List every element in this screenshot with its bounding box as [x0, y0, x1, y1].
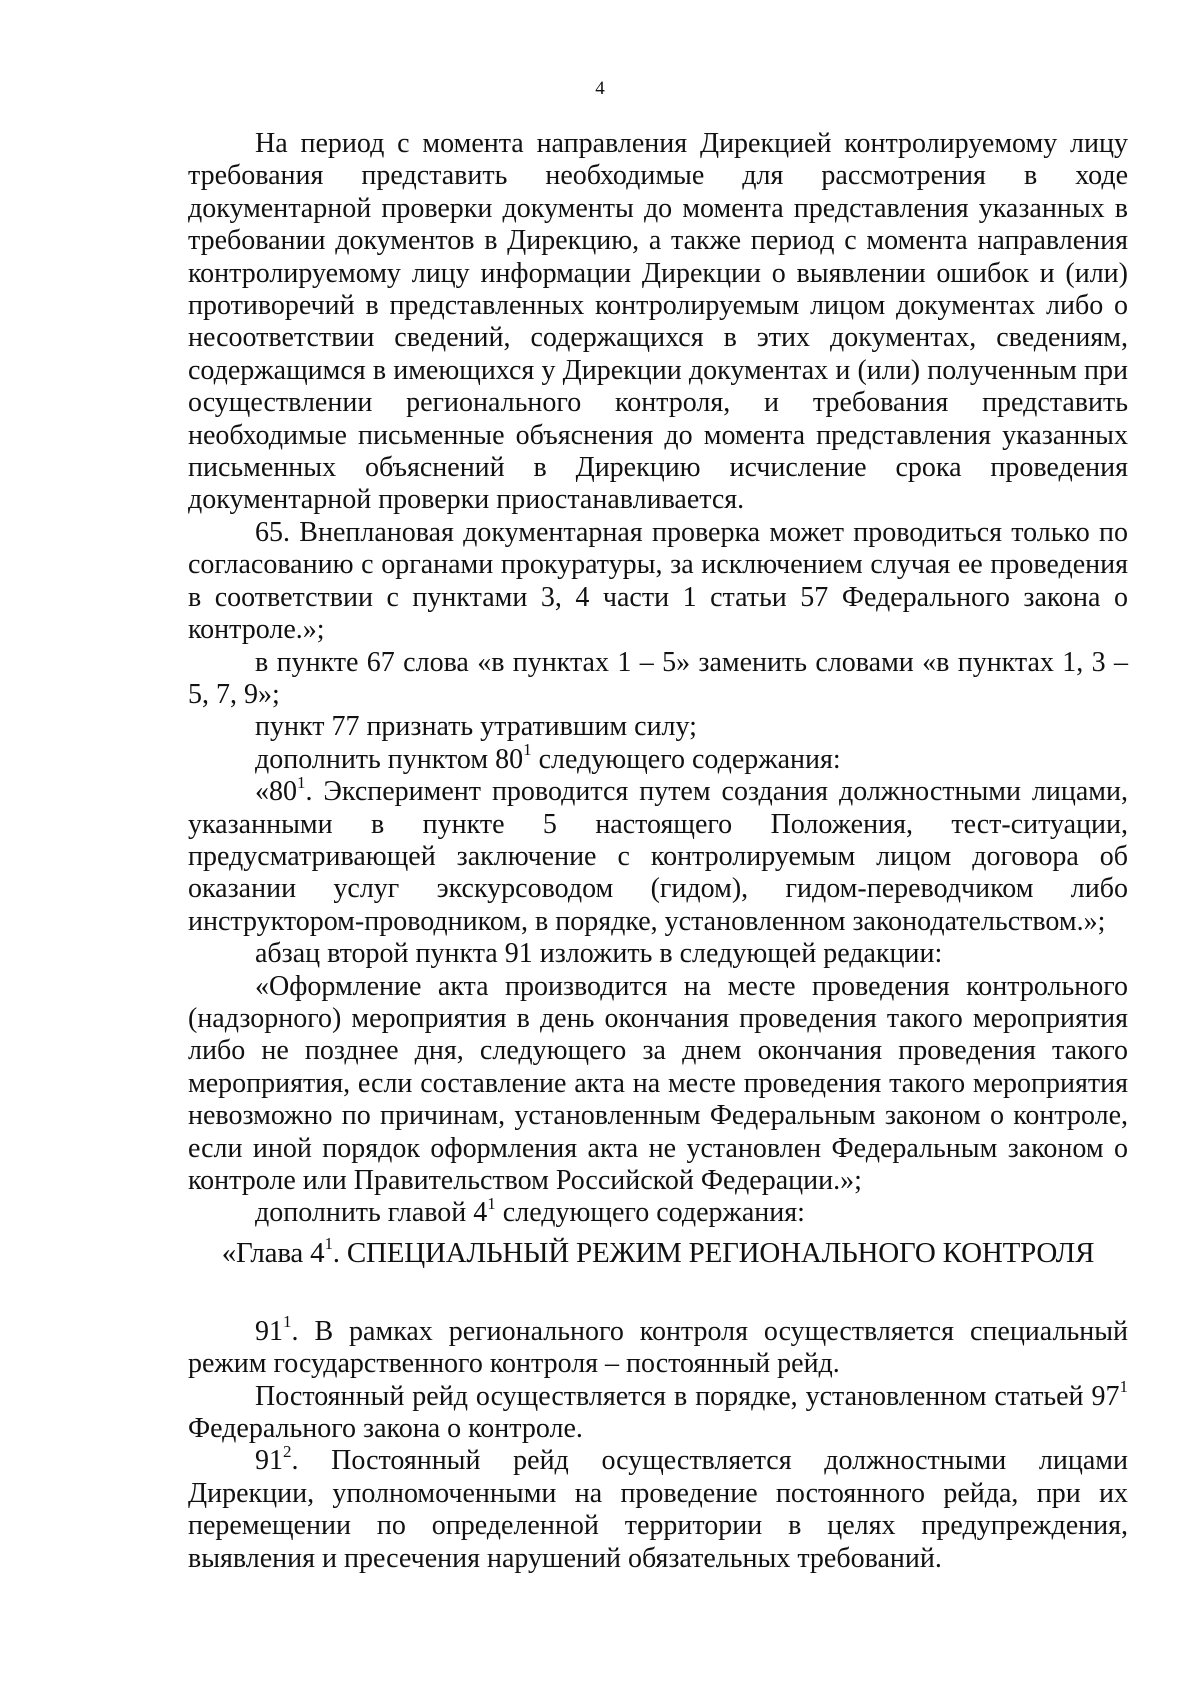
- text-fragment: 91: [255, 1445, 283, 1477]
- text-fragment: . Постоянный рейд осуществляется должностными лицами Дирекции, уполномоченными на проведение постоянного рейда, при их перемещении по определенной территории в целях предупреждения, выявления и пресечения нарушений обязательных требований.: [188, 1445, 1128, 1574]
- paragraph-add-item-80-1: [188, 740, 1128, 776]
- text-fragment: «Глава 4: [221, 1236, 325, 1269]
- superscript: 1: [324, 1234, 333, 1254]
- paragraph-item-77-repeal: пункт 77 признать утратившим силу;: [255, 711, 697, 743]
- text-fragment: Постоянный рейд осуществляется в порядке, установленном статьей 97: [255, 1380, 1120, 1412]
- superscript: 1: [283, 1312, 292, 1332]
- text-fragment: следующего содержания:: [495, 1197, 805, 1229]
- paragraph-add-chapter-4-1: [188, 1194, 1128, 1229]
- superscript: 1: [1119, 1377, 1128, 1397]
- text-fragment: . Эксперимент проводится путем создания должностными лицами, указанными в пункте 5 настоящего Положения, тест-ситуации, предусматривающей заключение с контролируемым лицом договора об оказании услуг экскурсоводом (гидом), гидом-переводчиком либо инструктором-проводником, в порядке, установленном законодательством.»;: [188, 776, 1128, 937]
- superscript: 1: [297, 772, 306, 792]
- paragraph-permanent-raid-order: [188, 1377, 1128, 1446]
- text-fragment: следующего содержания:: [531, 743, 841, 775]
- paragraph-item-80-1: [188, 772, 1128, 938]
- superscript: 2: [283, 1442, 292, 1462]
- superscript: 1: [487, 1194, 496, 1214]
- text-fragment: Федерального закона о контроле.: [188, 1413, 583, 1445]
- text-fragment: . СПЕЦИАЛЬНЫЙ РЕЖИМ РЕГИОНАЛЬНОГО КОНТРОЛЯ: [332, 1236, 1095, 1269]
- paragraph-item-67-amendment: в пункте 67 слова «в пунктах 1 – 5» заменить словами «в пунктах 1, 3 – 5, 7, 9»;: [188, 646, 1128, 710]
- paragraph-item-65: 65. Внеплановая документарная проверка может проводиться только по согласованию с органами прокуратуры, за исключением случая ее проведения в соответствии с пунктами 3, 4 части 1 статьи 57 Федерального закона о контроле.»;: [188, 516, 1128, 646]
- paragraph-item-91-amendment: абзац второй пункта 91 изложить в следующей редакции:: [255, 938, 943, 970]
- text-fragment: дополнить пунктом 80: [255, 743, 524, 775]
- page-number: 4: [595, 78, 605, 99]
- paragraph-act-registration: «Оформление акта производится на месте проведения контрольного (надзорного) мероприятия в день окончания проведения такого мероприятия либо не позднее дня, следующего за днем окончания проведения такого мероприятия, если составление акта на месте проведения такого мероприятия невозможно по причинам, установленным Федеральным законом о контроле, если иной порядок оформления акта не установлен Федеральным законом о контроле или Правительством Российской Федерации.»;: [188, 970, 1128, 1196]
- paragraph-item-91-2: [188, 1442, 1128, 1575]
- paragraph-item-91-1: [188, 1312, 1128, 1381]
- text-fragment: дополнить главой 4: [255, 1197, 488, 1229]
- text-fragment: . В рамках регионального контроля осуществляется специальный режим государственного контроля – постоянный рейд.: [188, 1315, 1128, 1380]
- superscript: 1: [523, 740, 532, 760]
- chapter-heading: [188, 1236, 1128, 1270]
- text-fragment: «80: [255, 776, 297, 808]
- text-fragment: 91: [255, 1315, 283, 1347]
- document-body: [188, 128, 1128, 1575]
- paragraph-suspension-period: На период с момента направления Дирекцией контролируемому лицу требования представить необходимые для рассмотрения в ходе документарной проверки документы до момента представления указанных в требовании документов в Дирекцию, а также период с момента направления контролируемому лицу информации Дирекции о выявлении ошибок и (или) противоречий в представленных контролируемым лицом документах либо о несоответствии сведений, содержащихся в этих документах, сведениям, содержащимся в имеющихся у Дирекции документах и (или) полученным при осуществлении регионального контроля, и требования представить необходимые письменные объяснения до момента представления указанных письменных объяснений в Дирекцию исчисление срока проведения документарной проверки приостанавливается.: [188, 128, 1128, 516]
